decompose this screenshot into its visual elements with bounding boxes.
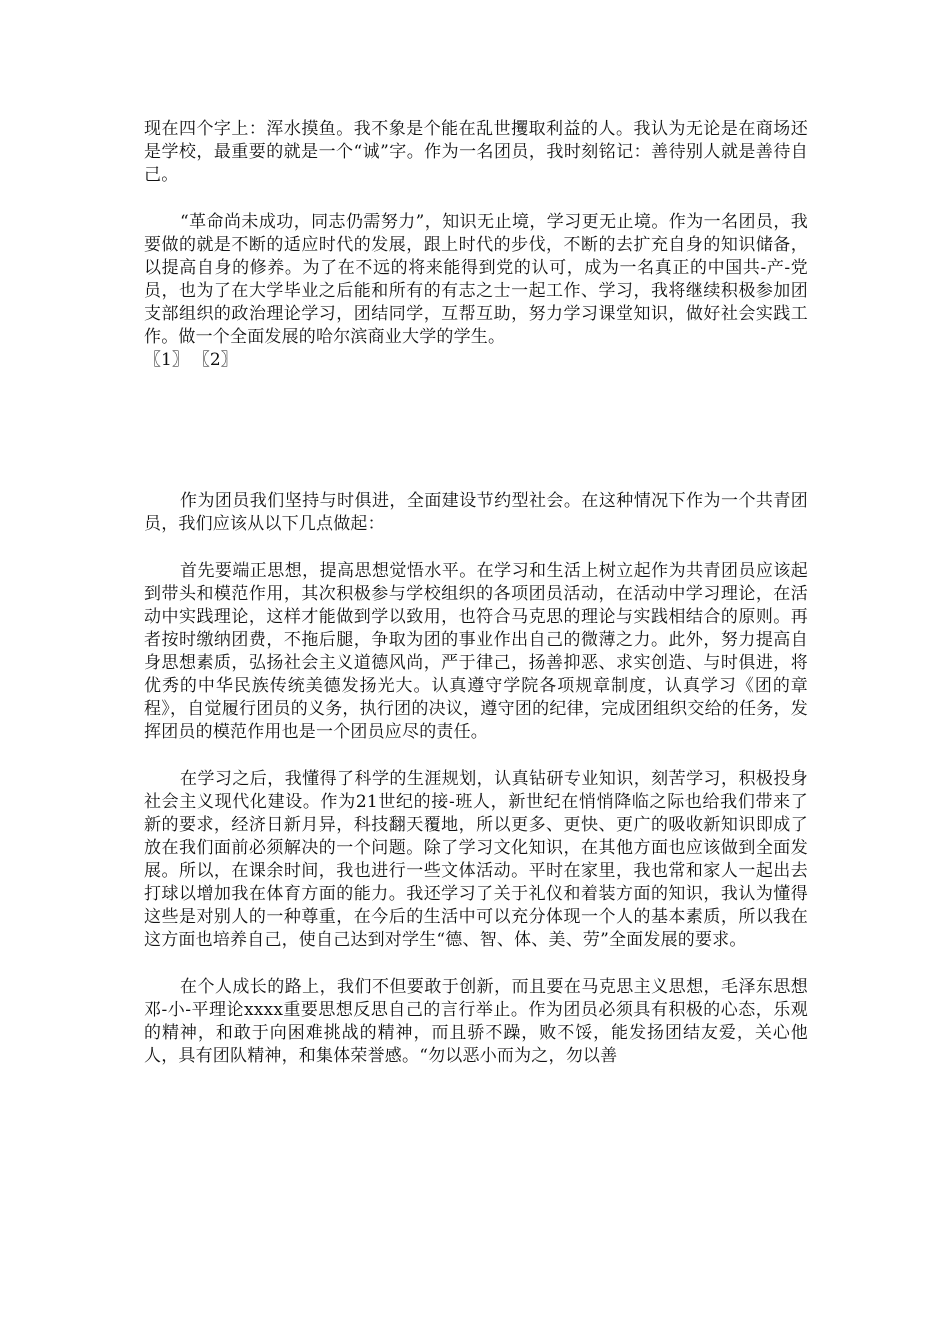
paragraph-1: 现在四个字上：浑水摸鱼。我不象是个能在乱世攫取利益的人。我认为无论是在商场还是学校，最重要的就是一个“诚”字。作为一名团员，我时刻铭记：善待别人就是善待自己。 <box>144 119 808 185</box>
document-page <box>144 118 808 1068</box>
paragraph-4: 首先要端正思想，提高思想觉悟水平。在学习和生活上树立起作为共青团员应该起到带头和模范作用，其次积极参与学校组织的各项团员活动，在活动中学习理论，在活动中实践理论，这样才能做到学以致用，也符合马克思的理论与实践相结合的原则。再者按时缴纳团费，不拖后腿，争取为团的事业作出自己的微薄之力。此外，努力提高自身思想素质，弘扬社会主义道德风尚，严于律己，扬善抑恶、求实创造、与时俱进，将优秀的中华民族传统美德发扬光大。认真遵守学院各项规章制度，认真学习《团的章程》，自觉履行团员的义务，执行团的决议，遵守团的纪律，完成团组织交给的任务，发挥团员的模范作用也是一个团员应尽的责任。 <box>144 561 808 742</box>
paragraph-3: 作为团员我们坚持与时俱进，全面建设节约型社会。在这种情况下作为一个共青团员，我们应该从以下几点做起： <box>144 491 808 534</box>
page-link-1[interactable]: 〖1〗 <box>144 350 189 370</box>
paragraph-5: 在学习之后，我懂得了科学的生涯规划，认真钻研专业知识，刻苦学习，积极投身社会主义现代化建设。作为21世纪的接-班人，新世纪在悄悄降临之际也给我们带来了新的要求，经济日新月异，科技翻天覆地，所以更多、更快、更广的吸收新知识即成了放在我们面前必须解决的一个问题。除了学习文化知识，在其他方面也应该做到全面发展。所以，在课余时间，我也进行一些文体活动。平时在家里，我也常和家人一起出去打球以增加我在体育方面的能力。我还学习了关于礼仪和着装方面的知识，我认为懂得这些是对别人的一种尊重，在今后的生活中可以充分体现一个人的基本素质，所以我在这方面也培养自己，使自己达到对学生“德、智、体、美、劳”全面发展的要求。 <box>144 769 808 950</box>
paragraph-6: 在个人成长的路上，我们不但要敢于创新，而且要在马克思主义思想，毛泽东思想邓-小-平理论xxxx重要思想反思自己的言行举止。作为团员必须具有积极的心态，乐观的精神，和敢于向困难挑战的精神，而且骄不躁，败不馁，能发扬团结友爱，关心他人，具有团队精神，和集体荣誉感。“勿以恶小而为之，勿以善 <box>144 977 808 1066</box>
page-link-2[interactable]: 〖2〗 <box>192 350 238 370</box>
paragraph-2: “革命尚未成功，同志仍需努力”，知识无止境，学习更无止境。作为一名团员，我要做的就是不断的适应时代的发展，跟上时代的步伐，不断的去扩充自身的知识储备，以提高自身的修养。为了在不远的将来能得到党的认可，成为一名真正的中国共-产-党员，也为了在大学毕业之后能和所有的有志之士一起工作、学习，我将继续积极参加团支部组织的政治理论学习，团结同学，互帮互助，努力学习课堂知识，做好社会实践工作。做一个全面发展的哈尔滨商业大学的学生。 <box>144 212 808 347</box>
page-links <box>144 349 808 372</box>
